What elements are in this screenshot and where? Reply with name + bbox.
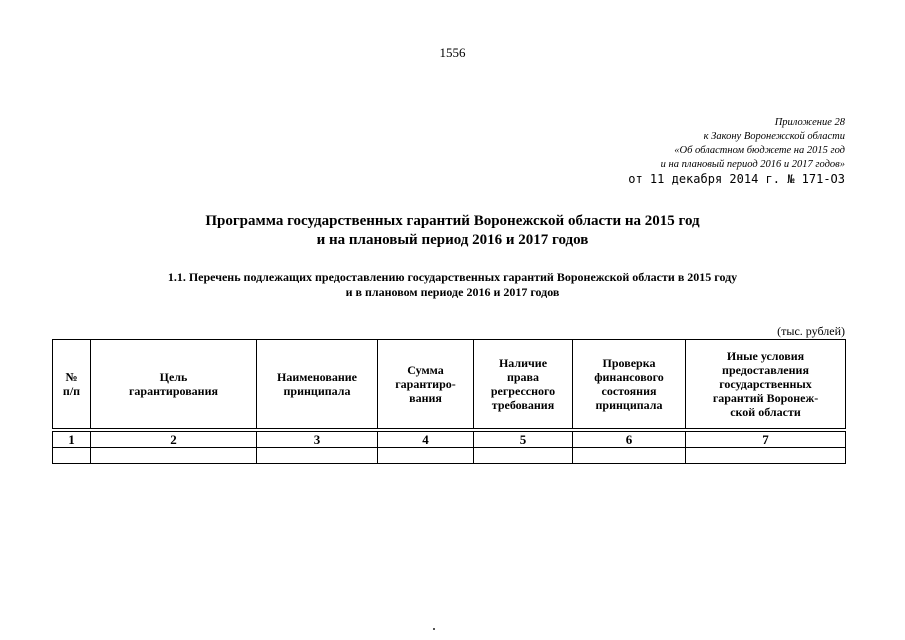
table-cell bbox=[257, 448, 378, 464]
header-cell-recourse-right: Наличие права регрессного требования bbox=[474, 340, 573, 429]
title-line: и на плановый период 2016 и 2017 годов bbox=[316, 232, 589, 248]
header-cell-guarantee-amount: Сумма гарантиро- вания bbox=[378, 340, 474, 429]
table-cell bbox=[686, 448, 846, 464]
table-header-row bbox=[53, 340, 846, 429]
header-cell-number: № п/п bbox=[53, 340, 91, 429]
header-cell-purpose: Цель гарантирования bbox=[91, 340, 257, 429]
header-cell-other-conditions: Иные условия предоставления государственных гарантий Воронеж- ской области bbox=[686, 340, 846, 429]
appendix-reference bbox=[661, 116, 845, 172]
column-number-row bbox=[53, 432, 846, 448]
section-heading-line: и в плановом периоде 2016 и 2017 годов bbox=[345, 285, 560, 299]
appendix-line: «Об областном бюджете на 2015 год bbox=[674, 145, 845, 156]
page-number: 1556 bbox=[439, 45, 466, 60]
table-cell bbox=[378, 448, 474, 464]
document-title bbox=[0, 212, 905, 250]
column-number: 1 bbox=[53, 432, 91, 448]
scan-speck bbox=[433, 628, 435, 630]
table-cell bbox=[91, 448, 257, 464]
appendix-line: к Закону Воронежской области bbox=[703, 131, 845, 142]
section-heading-line: 1.1. Перечень подлежащих предоставлению государственных гарантий Воронежской области в 2015 году bbox=[167, 270, 738, 284]
column-number: 5 bbox=[474, 432, 573, 448]
table-cell bbox=[573, 448, 686, 464]
column-number: 4 bbox=[378, 432, 474, 448]
header-cell-financial-check: Проверка финансового состояния принципала bbox=[573, 340, 686, 429]
table-cell bbox=[53, 448, 91, 464]
table-cell bbox=[474, 448, 573, 464]
guarantees-table bbox=[52, 339, 846, 464]
column-number: 2 bbox=[91, 432, 257, 448]
section-heading bbox=[0, 270, 905, 300]
column-number: 6 bbox=[573, 432, 686, 448]
column-number: 7 bbox=[686, 432, 846, 448]
units-label: (тыс. рублей) bbox=[777, 324, 845, 338]
title-line: Программа государственных гарантий Воронежской области на 2015 год bbox=[205, 213, 700, 229]
appendix-date-number: от 11 декабря 2014 г. № 171-ОЗ bbox=[628, 172, 845, 186]
appendix-line: Приложение 28 bbox=[774, 117, 845, 128]
header-cell-principal-name: Наименование принципала bbox=[257, 340, 378, 429]
column-number: 3 bbox=[257, 432, 378, 448]
appendix-line: и на плановый период 2016 и 2017 годов» bbox=[660, 159, 845, 170]
table-row bbox=[53, 448, 846, 464]
